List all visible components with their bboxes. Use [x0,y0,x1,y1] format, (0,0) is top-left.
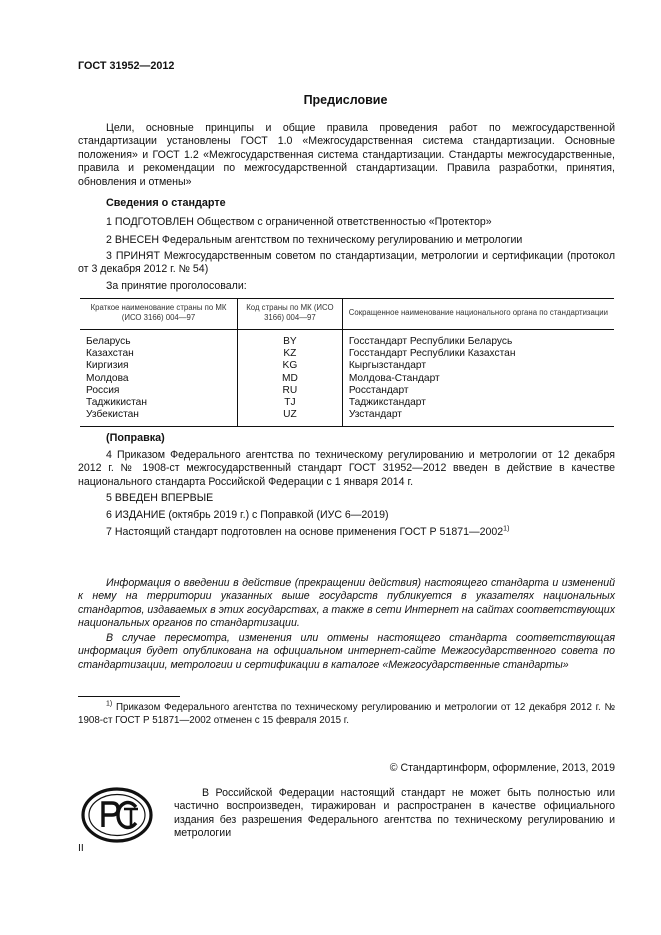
country-name: Казахстан [80,348,237,360]
country-name: Киргизия [80,360,237,372]
country-code: RU [237,385,342,397]
country-code: UZ [237,409,342,427]
amendment-label: (Поправка) [106,432,165,444]
country-code: BY [237,330,342,349]
country-name: Молдова [80,373,237,385]
header-body: Сокращенное наименование национального органа по стандартизации [342,299,614,330]
table-row [80,330,614,349]
standards-body: Узстандарт [342,409,614,427]
standards-body: Молдова-Стандарт [348,372,440,384]
table-header-row [80,299,614,330]
country-code: KG [237,360,342,372]
table-row [80,360,614,372]
table-row [80,385,614,397]
voting-table [80,298,614,427]
item-7-text: 7 Настоящий стандарт подготовлен на основе применения ГОСТ Р 51871—2002 [106,526,504,538]
country-code: TJ [237,397,342,409]
footnote [78,701,615,727]
page-title: Предисловие [303,93,388,107]
rst-logo-icon [80,786,154,844]
table-row [80,397,614,409]
standards-body: Госстандарт Республики Беларусь [348,336,513,347]
about-item-7 [78,526,615,539]
country-name: Россия [80,385,237,397]
about-item-2: 2 ВНЕСЕН Федеральным агентством по техническому регулированию и метрологии [106,234,523,246]
info-paragraph-1: Информация о введении в действие (прекращении действия) настоящего стандарта и изменений к нему на территории указанных выше государств публикуется в указателях национальных стандартов, издаваемых в этих государствах, а также в сети Интернет на сайтах соответствующих национальных органов по стандартизации. [78,577,615,630]
country-name: Таджикистан [80,397,237,409]
footnote-marker: 1) [106,700,113,708]
country-code: MD [237,373,342,385]
about-item-4: 4 Приказом Федерального агентства по техническому регулированию и метрологии от 12 декабря 2012 г. № 1908-ст межгосударственный стандарт ГОСТ 31952—2012 введен в действие в качестве национального стандарта Российской Федерации с 1 января 2014 г. [78,449,615,488]
standards-body: Госстандарт Республики Казахстан [348,348,516,360]
about-item-3: 3 ПРИНЯТ Межгосударственным советом по стандартизации, метрологии и сертификации (протокол от 3 декабря 2012 г. № 54) [78,250,615,276]
header-country: Краткое наименование страны по МК (ИСО 3166) 004—97 [80,299,237,330]
info-paragraph-2: В случае пересмотра, изменения или отмены настоящего стандарта соответствующая информация будет опубликована на официальном интернет-сайте Межгосударственного совета по стандартизации, метрологии и сертификации в каталоге «Межгосударственные стандарты» [78,632,615,671]
footnote-reference[interactable]: 1) [503,525,510,533]
standards-body: Таджикстандарт [348,397,426,409]
footnote-text: Приказом Федерального агентства по техническому регулированию и метрологии от 12 декабря 2012 г. № 1908-ст ГОСТ Р 51871—2002 отменен с 15 февраля 2015 г. [78,702,615,726]
country-code: KZ [237,348,342,360]
about-item-6: 6 ИЗДАНИЕ (октябрь 2019 г.) с Поправкой (ИУС 6—2019) [106,509,389,521]
table-row [80,373,614,385]
table-row [80,409,614,427]
intro-paragraph: Цели, основные принципы и общие правила проведения работ по межгосударственной стандартизации установлены ГОСТ 1.0 «Межгосударственная система стандартизации. Основные положения» и ГОСТ 1.2 «Межгосударственная система стандартизации. Стандарты межгосударственные, правила и рекомендации по межгосударственной стандартизации. Правила разработки, принятия, обновления и отмены» [78,122,615,188]
country-name: Беларусь [80,330,237,349]
page-number: II [78,843,84,854]
table-row [80,348,614,360]
standards-body: Росстандарт [348,384,409,396]
footnote-divider [78,696,180,697]
copyright: © Стандартинформ, оформление, 2013, 2019 [389,762,615,774]
voted-label: За принятие проголосовали: [106,280,247,292]
standards-body: Кыргызстандарт [348,360,426,372]
about-item-1: 1 ПОДГОТОВЛЕН Обществом с ограниченной ответственностью «Протектор» [106,216,492,228]
about-item-5: 5 ВВЕДЕН ВПЕРВЫЕ [106,492,214,504]
document-code: ГОСТ 31952—2012 [78,60,175,72]
header-code: Код страны по МК (ИСО 3166) 004—97 [237,299,342,330]
rights-notice: В Российской Федерации настоящий стандарт не может быть полностью или частично воспроизведен, тиражирован и распространен в качестве официального издания без разрешения Федерального агентства по техническому регулированию и метрологии [174,787,615,840]
about-heading: Сведения о стандарте [106,197,226,209]
country-name: Узбекистан [80,409,237,427]
